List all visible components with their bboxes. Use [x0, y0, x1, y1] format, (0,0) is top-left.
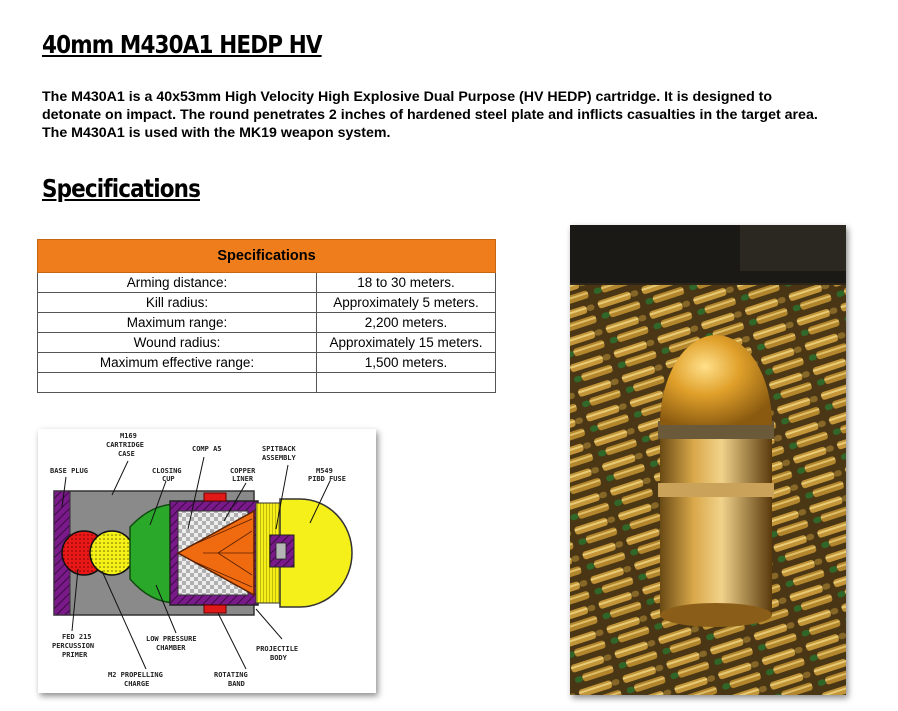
specifications-table [37, 239, 496, 393]
label-spitback-1: SPITBACK [262, 445, 296, 453]
label-closing-2: CUP [162, 475, 175, 483]
spec-value: 1,500 meters. [317, 353, 496, 373]
specifications-heading: Specifications [42, 174, 201, 203]
propelling-charge-shape [90, 531, 134, 575]
table-row-empty [38, 373, 496, 393]
table-header-row [38, 240, 496, 273]
table-row [38, 293, 496, 313]
label-charge-2: CHARGE [124, 680, 150, 688]
label-comp-a5: COMP A5 [192, 445, 222, 453]
grenade-body [660, 415, 772, 615]
spec-label [38, 373, 317, 393]
page-title: 40mm M430A1 HEDP HV [42, 30, 322, 59]
label-primer-1: FED 215 [62, 633, 92, 641]
spec-value: 18 to 30 meters. [317, 273, 496, 293]
label-spitback-2: ASSEMBLY [262, 454, 296, 462]
table-row [38, 353, 496, 373]
spec-label: Maximum effective range: [38, 353, 317, 373]
spec-label: Kill radius: [38, 293, 317, 313]
spec-value: Approximately 5 meters. [317, 293, 496, 313]
spec-value: Approximately 15 meters. [317, 333, 496, 353]
label-fuse-2: PIBD FUSE [308, 475, 346, 483]
label-lowp-2: CHAMBER [156, 644, 186, 652]
spec-label: Arming distance: [38, 273, 317, 293]
label-primer-3: PRIMER [62, 651, 88, 659]
rotating-band-shape [204, 493, 226, 501]
label-closing-1: CLOSING [152, 467, 182, 475]
cartridge-cutaway-diagram [38, 429, 376, 693]
label-copper-2: LINER [232, 475, 254, 483]
label-copper-1: COPPER [230, 467, 256, 475]
label-primer-2: PERCUSSION [52, 642, 95, 650]
label-proj-2: BODY [270, 654, 287, 662]
table-row [38, 273, 496, 293]
label-m169-1: M169 [120, 432, 137, 440]
label-base-plug: BASE PLUG [50, 467, 88, 475]
spec-label: Maximum range: [38, 313, 317, 333]
table-header: Specifications [38, 240, 496, 273]
table-row [38, 333, 496, 353]
label-proj-1: PROJECTILE [256, 645, 299, 653]
label-m169-2: CARTRIDGE [106, 441, 144, 449]
table-row [38, 313, 496, 333]
label-band-2: BAND [228, 680, 245, 688]
grenade-photo [570, 225, 846, 695]
label-lowp-1: LOW PRESSURE [146, 635, 197, 643]
spec-label: Wound radius: [38, 333, 317, 353]
label-charge-1: M2 PROPELLING [108, 671, 163, 679]
spec-value [317, 373, 496, 393]
label-band-1: ROTATING [214, 671, 248, 679]
label-m169-3: CASE [118, 450, 135, 458]
intro-paragraph: The M430A1 is a 40x53mm High Velocity High Explosive Dual Purpose (HV HEDP) cartridge. It is designed to detonate on impact. The round penetrates 2 inches of hardened steel plate and inflicts casualties in the target area. The M430A1 is used with the MK19 weapon system. [42, 89, 818, 141]
spec-value: 2,200 meters. [317, 313, 496, 333]
label-fuse-1: M549 [316, 467, 333, 475]
